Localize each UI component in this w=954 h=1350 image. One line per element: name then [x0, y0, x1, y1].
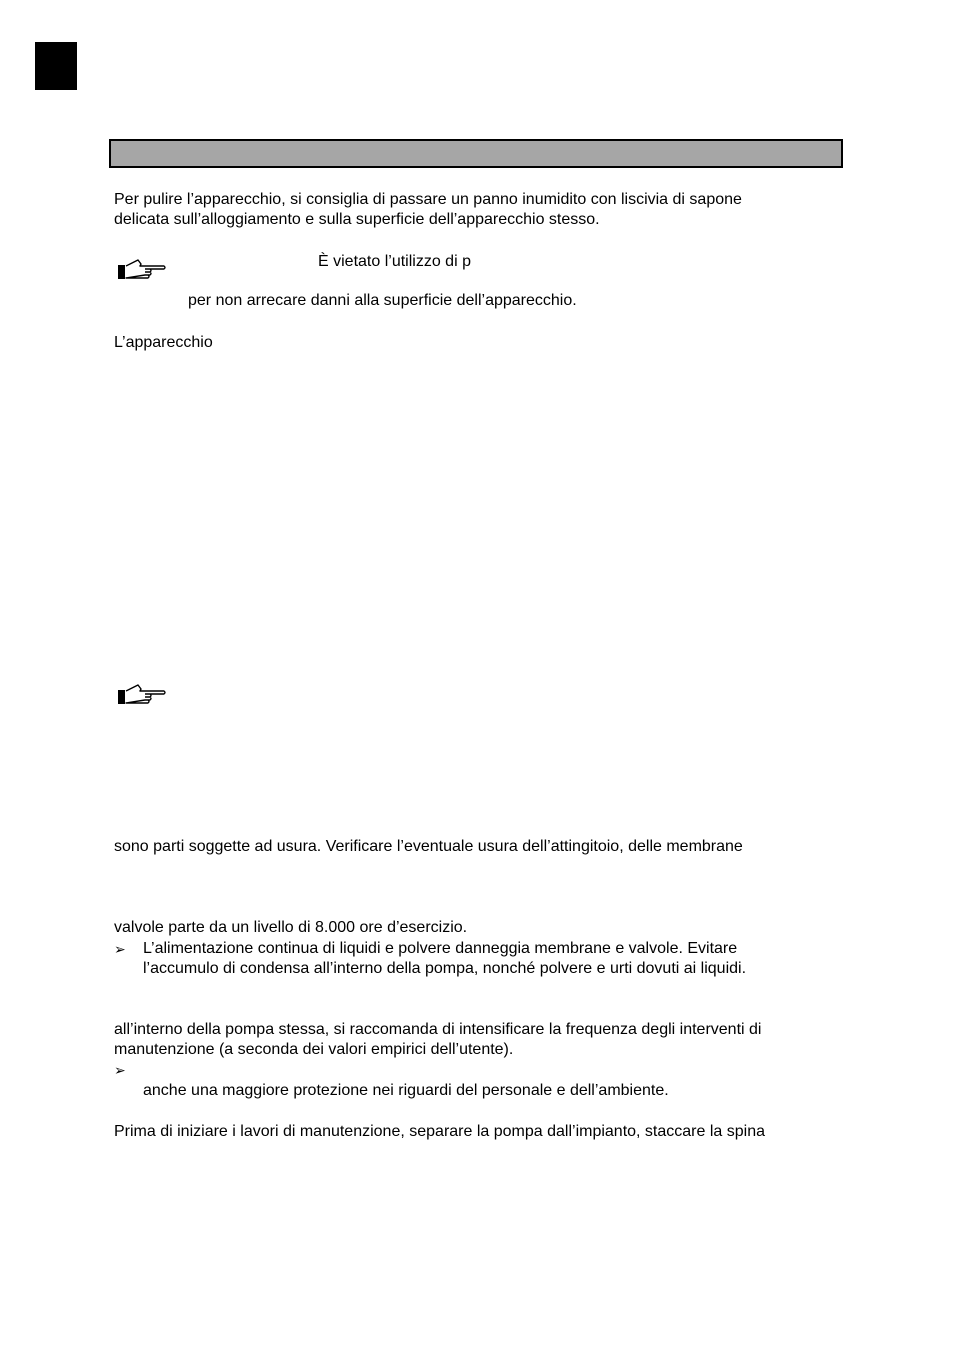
pointing-hand-icon	[116, 256, 168, 286]
apparecchio-line: L’apparecchio	[114, 334, 213, 351]
note-1-continuation: per non arrecare danni alla superficie dell’apparecchio.	[188, 292, 577, 309]
note-1-text: È vietato l’utilizzo di p	[318, 253, 471, 270]
cleaning-paragraph-line-2: delicata sull’alloggiamento e sulla superficie dell’apparecchio stesso.	[114, 211, 600, 228]
wear-parts-line: sono parti soggette ad usura. Verificare l’eventuale usura dell’attingitoio, delle membrane	[114, 838, 743, 855]
section-header-bar	[109, 139, 843, 168]
cleaning-paragraph-line-1: Per pulire l’apparecchio, si consiglia di passare un panno inumidito con liscivia di sapone	[114, 191, 742, 208]
bullet-2-line-2: anche una maggiore protezione nei riguardi del personale e dell’ambiente.	[143, 1082, 669, 1099]
bullet-arrow-icon: ➢	[114, 1062, 126, 1078]
pump-paragraph-line-1: all’interno della pompa stessa, si raccomanda di intensificare la frequenza degli interventi di	[114, 1021, 762, 1038]
pointing-hand-icon	[116, 681, 168, 711]
valves-hours-line: valvole parte da un livello di 8.000 ore d’esercizio.	[114, 919, 468, 936]
bullet-arrow-icon: ➢	[114, 941, 126, 957]
bullet-1-line-2: l’accumulo di condensa all’interno della pompa, nonché polvere e urti dovuti ai liquidi.	[143, 960, 747, 977]
maintenance-final-line: Prima di iniziare i lavori di manutenzione, separare la pompa dall’impianto, staccare la spina	[114, 1123, 765, 1140]
pump-paragraph-line-2: manutenzione (a seconda dei valori empirici dell’utente).	[114, 1041, 514, 1058]
bullet-1-line-1: L’alimentazione continua di liquidi e polvere danneggia membrane e valvole. Evitare	[143, 940, 738, 957]
corner-page-marker	[35, 42, 77, 90]
